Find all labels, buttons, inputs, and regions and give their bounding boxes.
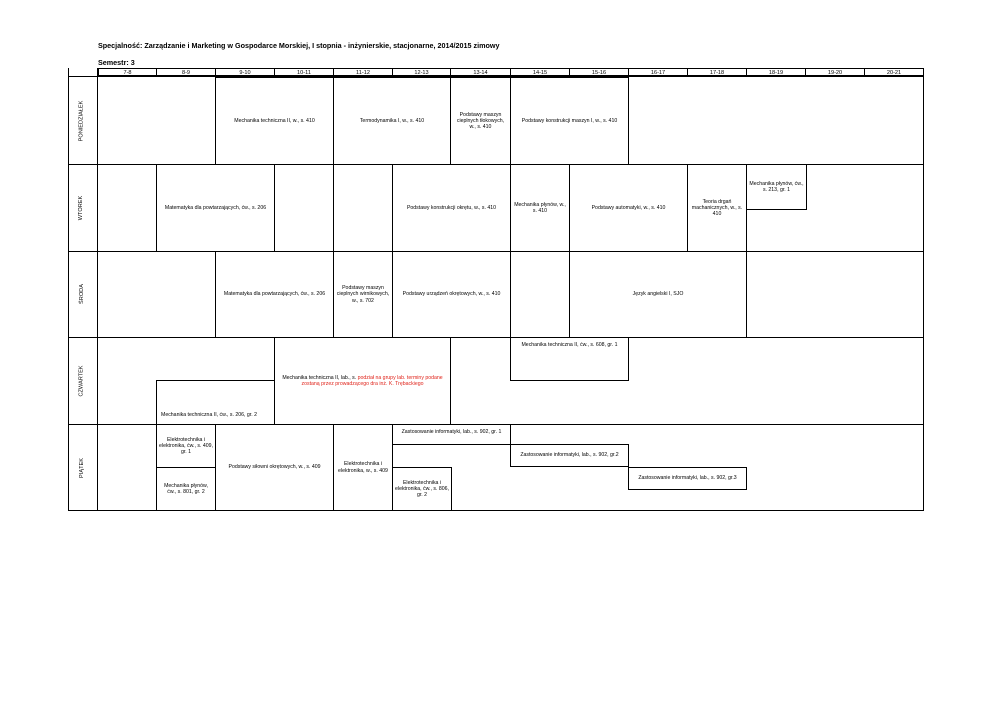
class-block: Termodynamika I, w., s. 410	[333, 77, 451, 165]
class-block: Język angielski I, SJO	[569, 251, 747, 338]
class-block: Mechanika płynów, ćw., s. 213, gr. 1	[746, 164, 807, 210]
day-label-thursday: CZWARTEK	[78, 364, 85, 397]
class-block-text: Mechanika techniczna II, lab., s.	[282, 374, 357, 381]
hour-header: 9-10	[215, 68, 274, 76]
class-block: Podstawy siłowni okrętowych, w., s. 409	[215, 424, 334, 511]
hour-header: 12-13	[392, 68, 450, 76]
class-block: Podstawy maszyn cieplnych tłokowych, w., s. 410	[450, 77, 511, 165]
class-block: Mechanika techniczna II, ćw., s. 206, gr. 2	[156, 380, 275, 425]
hour-header: 10-11	[274, 68, 333, 76]
hour-header: 18-19	[746, 68, 805, 76]
day-label-wednesday: ŚRODA	[78, 284, 85, 304]
hour-header: 13-14	[450, 68, 510, 76]
hour-header: 8-9	[156, 68, 215, 76]
class-block: Mechanika techniczna II, w., s. 410	[215, 77, 334, 165]
hour-header: 17-18	[687, 68, 746, 76]
hour-header: 7-8	[98, 68, 156, 76]
class-block: Elektrotechnika i elektronika, ćw., s. 409, gr. 1	[156, 424, 216, 468]
class-block: Mechanika techniczna II, ćw., s. 608, gr. 1	[510, 337, 629, 381]
class-block: Zastosowanie informatyki, lab., s. 902, gr. 1	[392, 424, 511, 445]
class-block: Mechanika płynów, ćw., s. 801, gr. 2	[156, 467, 216, 511]
hour-header: 14-15	[510, 68, 569, 76]
class-block: Elektrotechnika i elektronika, ćw., s. 806, gr. 2	[392, 467, 452, 511]
day-label-monday: PONIEDZIAŁEK	[78, 100, 85, 141]
day-column-divider	[97, 68, 98, 511]
hour-header: 20-21	[864, 68, 924, 76]
class-block: Teoria drgań machanicznych, w., s. 410	[687, 164, 747, 252]
class-block: Podstawy urządzeń okrętowych, w., s. 410	[392, 251, 511, 338]
day-label-friday: PIĄTEK	[78, 457, 85, 478]
page-title: Specjalność: Zarządzanie i Marketing w Gospodarce Morskiej, I stopnia - inżynierskie, stacjonarne, 2014/2015 zimowy	[98, 41, 500, 50]
class-block: Podstawy maszyn cieplnych wirnikowych, w., s. 702	[333, 251, 393, 338]
class-block: Mechanika płynów, w., s. 410	[510, 164, 570, 252]
empty-block	[274, 164, 334, 252]
class-block-note: podział na grupy lab. terminy podane zostaną przez prowadzącego dra inż. K. Trębackiego	[301, 374, 443, 387]
day-label-tuesday: WTOREK	[78, 195, 85, 220]
class-block: Elektrotechnika i elektronika, w., s. 409	[333, 424, 393, 511]
hour-header: 15-16	[569, 68, 628, 76]
class-block: Podstawy konstrukcji okrętu, w., s. 410	[392, 164, 511, 252]
class-block: Zastosowanie informatyki, lab., s. 902, gr.3	[628, 467, 747, 490]
class-block: Matematyka dla powtarzających, ćw., s. 206	[215, 251, 334, 338]
hour-header: 11-12	[333, 68, 392, 76]
class-block	[274, 337, 451, 425]
hour-header: 16-17	[628, 68, 687, 76]
class-block: Podstawy konstrukcji maszyn I, w., s. 410	[510, 77, 629, 165]
semester-label: Semestr: 3	[98, 58, 135, 67]
class-block: Zastosowanie informatyki, lab., s. 902, gr.2	[510, 444, 629, 467]
class-block: Podstawy automatyki, w., s. 410	[569, 164, 688, 252]
class-block: Matematyka dla powtarzających, ćw., s. 206	[156, 164, 275, 252]
hour-header: 19-20	[805, 68, 864, 76]
